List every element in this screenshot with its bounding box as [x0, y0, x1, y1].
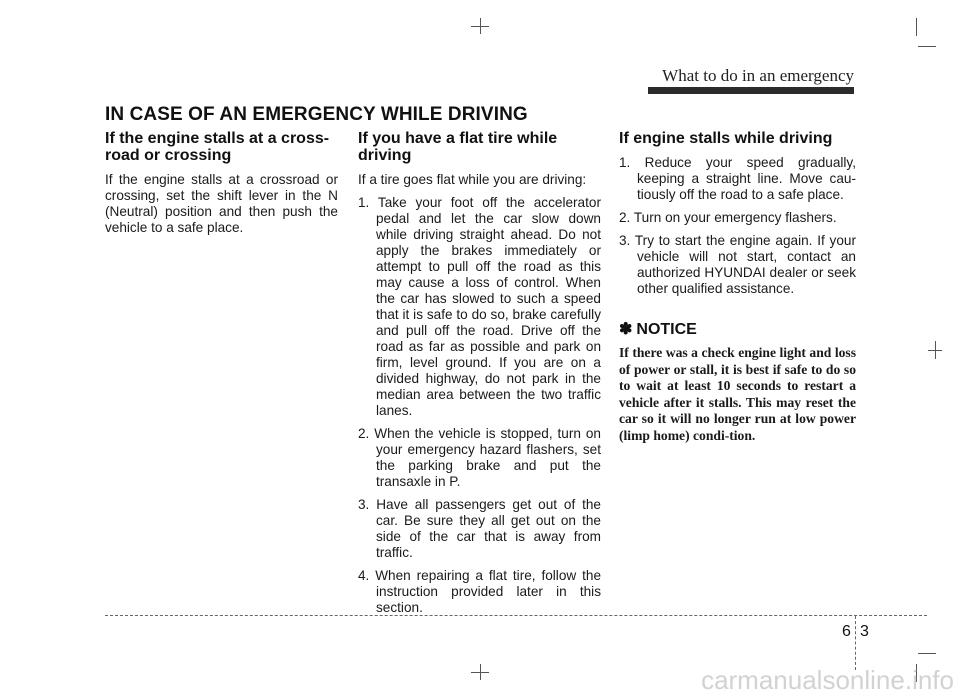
chapter-title: What to do in an emergency [662, 66, 854, 85]
crop-mark-bottom-right [918, 653, 936, 654]
header-rule [648, 87, 854, 94]
crop-mark-top-right-bar [918, 46, 936, 47]
list-item: 3. Have all passengers get out of the car. Be sure they all get out on the side of the car that is away from traffic. [358, 497, 601, 560]
watermark-text: carmanualsonline.info [701, 665, 954, 695]
crossroad-heading: If the engine stalls at a cross-road or crossing [105, 130, 330, 164]
section-heading: IN CASE OF AN EMERGENCY WHILE DRIVING [105, 104, 528, 125]
crossroad-body: If the engine stalls at a crossroad or crossing, set the shift lever in the N (Neutral) position and then push the vehicle to a safe place. [105, 172, 338, 235]
page-number: 3 [860, 623, 869, 640]
list-item: 1. Reduce your speed gradually, keeping a straight line. Move cau-tiously off the road to a safe place. [619, 155, 856, 202]
notice-label: NOTICE [636, 321, 697, 338]
engine-stalls-steps [619, 155, 856, 297]
chapter-number: 6 [842, 623, 851, 640]
list-item: 2. Turn on your emergency flashers. [619, 210, 837, 225]
crop-mark-bottom-center-bar [471, 672, 489, 673]
list-item: 3. Try to start the engine again. If your vehicle will not start, contact an authorized HYUNDAI dealer or seek other qualified assistance. [619, 233, 856, 296]
list-item: 2. When the vehicle is stopped, turn on your emergency hazard flashers, set the parking brake and put the transaxle in P. [358, 426, 601, 489]
engine-stalls-heading: If engine stalls while driving [619, 130, 833, 147]
crop-mark-right-center-bar [935, 341, 936, 359]
list-item: 1. Take your foot off the accelerator pedal and let the car slow down while driving straight ahead. Do not apply the brakes immediately or attempt to pull off the road as this may cause a loss of control. When the car has slowed to such a speed that it is safe to do so, brake carefully and pull off the road. Drive off the road as far as possible and park on firm, level ground. If you are on a divided highway, do not park in the median area between the two traffic lanes. [358, 195, 601, 418]
crop-mark-top-right [916, 18, 917, 36]
flat-tire-steps [358, 195, 601, 616]
column-flat-tire [358, 130, 601, 623]
column-crossroad [105, 130, 338, 243]
flat-tire-intro: If a tire goes flat while you are driving: [358, 172, 587, 187]
flat-tire-heading: If you have a flat tire while driving [358, 130, 558, 164]
notice-text: If there was a check engine light and loss of power or stall, it is best if safe to do so to wait at least 10 seconds to restart a vehicle after it stalls. This may reset the car so it will no longer run at low power (limp home) condi-tion. [619, 345, 856, 443]
column-engine-stalls [619, 130, 856, 444]
footer-divider [855, 616, 856, 670]
list-item: 4. When repairing a flat tire, follow the instruction provided later in this section. [358, 568, 601, 615]
crop-mark-top-center-bar [471, 26, 489, 27]
notice-star-icon: ✽ [619, 321, 633, 338]
footer-rule [105, 615, 927, 616]
notice-title [619, 319, 856, 339]
